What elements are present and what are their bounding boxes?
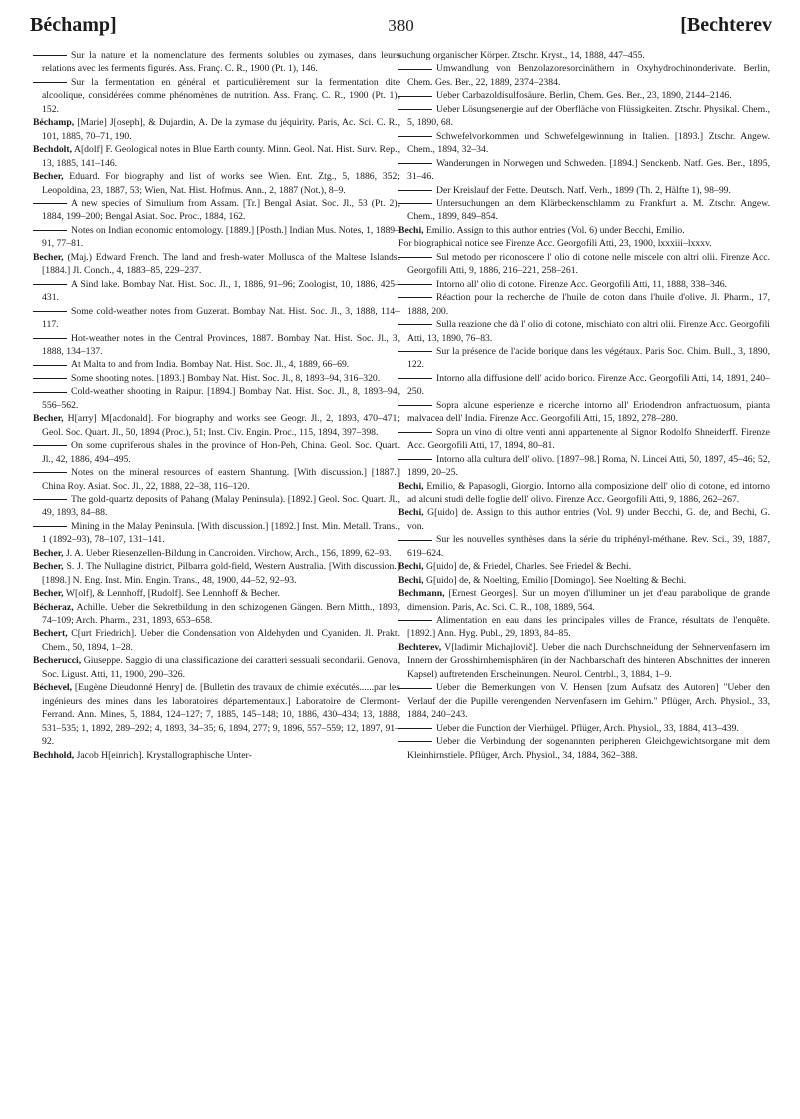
entry-text: Emilio, & Papasogli, Giorgio. Intorno alla composizione dell' olio di cotone, ed intorno ad alcuni studi delle foglie dell' olivo. Firenze Acc. Georgofili Atti, 9, 1886, 262–267. <box>407 480 770 505</box>
bibliography-note <box>398 49 770 62</box>
entry-text: Alimentation en eau dans les principales villes de France, résultats de l'enquête. [1892.] Ann. Hyg. Publ., 29, 1893, 84–85. <box>407 615 770 640</box>
entry-text: Ueber die Function der Vierhügel. Pflüger, Arch. Physiol., 33, 1884, 413–439. <box>436 722 739 734</box>
entry-text: Ueber die Bemerkungen von V. Hensen [zum Aufsatz des Autoren] "Ueber den Verlauf der die Pupille verengenden Nervenfasern im Gehirn." Pflüger, Arch. Physiol., 33, 1884, 240–243. <box>407 682 770 721</box>
entry-text: Some cold-weather notes from Guzerat. Bombay Nat. Hist. Soc. Jl., 3, 1888, 114–117. <box>42 305 400 331</box>
author-headword: Bechi, <box>398 507 424 519</box>
ditto-dash <box>33 55 67 56</box>
ditto-dash <box>33 203 67 204</box>
entry-text: For biographical notice see Firenze Acc. Georgofili Atti, 23, 1900, lxxxiii–lxxxv. <box>398 238 712 250</box>
bibliography-entry <box>398 506 770 533</box>
bibliography-note <box>398 237 770 250</box>
entry-text: A Sind lake. Bombay Nat. Hist. Soc. Jl., 1, 1886, 91–96; Zoologist, 10, 1886, 425–431. <box>42 278 400 304</box>
ditto-dash <box>398 324 432 325</box>
entry-text: H[arry] M[acdonald]. For biography and works see Geogr. Jl., 2, 1893, 470–471; Geol. Soc. Quart. Jl., 50, 1894 (Proc.), 51; Inst. Civ. Engin. Proc., 115, 1894, 397–398. <box>42 413 400 438</box>
bibliography-subentry <box>398 130 770 157</box>
bibliography-entry <box>33 749 400 762</box>
bibliography-subentry <box>33 197 400 224</box>
bibliography-entry <box>398 224 770 237</box>
bibliography-subentry <box>33 305 400 332</box>
ditto-dash <box>398 432 432 433</box>
author-headword: Becher, <box>33 413 64 425</box>
ditto-dash <box>398 540 432 541</box>
ditto-dash <box>398 297 432 298</box>
entry-text: Notes on the mineral resources of eastern Shantung. [With discussion.] [1887.] China Roy. Asiat. Soc. Jl., 22, 1888, 22–38, 116–120. <box>42 467 400 492</box>
bibliography-subentry <box>33 49 400 76</box>
bibliography-entry <box>33 143 400 170</box>
author-headword: Bechi, <box>398 561 424 573</box>
ditto-dash <box>398 203 432 204</box>
bibliography-entry <box>33 681 400 748</box>
ditto-dash <box>398 405 432 406</box>
entry-text: Cold-weather shooting in Raipur. [1894.] Bombay Nat. Hist. Soc. Jl., 8, 1893–94, 556–562. <box>42 386 400 411</box>
ditto-dash <box>398 688 432 689</box>
author-headword: Bechdolt, <box>33 144 73 156</box>
entry-text: Sur la fermentation en général et particulièrement sur la fermentation dite alcoolique, considérées comme phénomènes de nutrition. Ass. Franç. C. R., 1900 (Pt. 1), 152. <box>42 76 400 115</box>
author-headword: Bechert, <box>33 628 68 640</box>
entry-text: Mining in the Malay Peninsula. [With discussion.] [1892.] Inst. Min. Metall. Trans., 1 (1892–93), 78–107, 131–141. <box>42 520 400 546</box>
entry-text: Ueber Carbazoldisulfosäure. Berlin, Chem. Ges. Ber., 23, 1890, 2144–2146. <box>436 90 732 102</box>
ditto-dash <box>33 445 67 446</box>
bibliography-subentry <box>398 184 770 197</box>
bibliography-entry <box>33 560 400 587</box>
ditto-dash <box>33 526 67 527</box>
entry-text: Some shooting notes. [1893.] Bombay Nat. Hist. Soc. Jl., 8, 1893–94, 316–320. <box>71 372 381 384</box>
bibliography-subentry <box>33 358 400 371</box>
ditto-dash <box>33 311 67 312</box>
entry-text: Achille. Ueber die Sekretbildung in den schizogenen Gängen. Bern Mitth., 1893, 74–109; Arch. Pharm., 231, 1893, 653–658. <box>42 601 400 627</box>
bibliography-subentry <box>33 224 400 251</box>
entry-text: Ueber die Verbindung der sogenannten peripheren Gleichgewichtsorgane mit dem Kleinhirnstiele. Pflüger, Arch. Physiol., 34, 1884, 362–388. <box>407 736 770 761</box>
bibliography-subentry <box>398 722 770 735</box>
ditto-dash <box>398 257 432 258</box>
bibliography-subentry <box>398 735 770 762</box>
ditto-dash <box>33 499 67 500</box>
bibliography-subentry <box>398 681 770 721</box>
author-headword: Bechhold, <box>33 749 75 761</box>
running-head-left: Béchamp] <box>30 14 117 36</box>
entry-text: On some cupriferous shales in the province of Hon-Peh, China. Geol. Soc. Quart. Jl., 42, 1886, 494–495. <box>42 440 400 465</box>
author-headword: Becher, <box>33 588 64 600</box>
right-column <box>398 49 770 762</box>
bibliography-subentry <box>398 614 770 641</box>
author-headword: Béchevel, <box>33 682 73 694</box>
ditto-dash <box>33 392 67 393</box>
bibliography-entry <box>33 654 400 681</box>
entry-text: Réaction pour la recherche de l'huile de coton dans l'huile d'olive. Jl. Pharm., 17, 1888, 200. <box>407 292 770 317</box>
bibliography-subentry <box>33 385 400 412</box>
entry-text: C[urt Friedrich]. Ueber die Condensation von Aldehyden und Cyaniden. Jl. Prakt. Chem., 50, 1894, 1–28. <box>42 628 400 653</box>
bibliography-entry <box>398 587 770 614</box>
entry-text: G[uido] de, & Noelting, Emilio [Domingo]. See Noelting & Bechi. <box>423 574 687 586</box>
bibliography-subentry <box>33 466 400 493</box>
ditto-dash <box>33 365 67 366</box>
entry-text: [Ernest Georges]. Sur un moyen d'illuminer un jet d'eau parabolique de grande dimension. Paris, Ac. Sci. C. R., 108, 1889, 564. <box>407 588 770 613</box>
bibliography-entry <box>33 116 400 143</box>
ditto-dash <box>398 190 432 191</box>
author-headword: Becher, <box>33 561 64 573</box>
ditto-dash <box>398 136 432 137</box>
bibliography-subentry <box>33 520 400 547</box>
author-headword: Bechi, <box>398 480 424 492</box>
entry-text: V[ladimir Michajlovič]. Ueber die nach Durchschneidung der Sehnervenfasern im Innern der Grosshirnhemisphären (in der Nachbarschaft des hinteren Abschnittes der inneren Kapsel) auftretenden Erscheinungen. Neurol. Centrbl., 3, 1884, 1–9. <box>407 641 770 680</box>
bibliography-subentry <box>398 291 770 318</box>
entry-text: Intorno all' olio di cotone. Firenze Acc. Georgofili Atti, 11, 1888, 338–346. <box>436 278 727 290</box>
ditto-dash <box>398 620 432 621</box>
entry-text: Ueber Lösungsenergie auf der Oberfläche von Flüssigkeiten. Ztschr. Physikal. Chem., 5, 1890, 68. <box>407 103 770 129</box>
entry-text: Sur les nouvelles synthèses dans la série du triphényl-méthane. Rev. Sci., 39, 1887, 619–624. <box>407 534 770 559</box>
bibliography-subentry <box>398 426 770 453</box>
author-headword: Bechi, <box>398 574 424 586</box>
ditto-dash <box>33 472 67 473</box>
author-headword: Béchamp, <box>33 117 75 129</box>
bibliography-subentry <box>398 453 770 480</box>
bibliography-subentry <box>398 318 770 345</box>
entry-text: G[uido] de. Assign to this author entries (Vol. 9) under Becchi, G. de, and Bechi, G. von. <box>407 507 770 532</box>
ditto-dash <box>33 338 67 339</box>
entry-text: Schwefelvorkommen und Schwefelgewinnung in Italien. [1893.] Ztschr. Angew. Chem., 1894, 32–34. <box>407 130 770 156</box>
bibliography-subentry <box>33 493 400 520</box>
bibliography-subentry <box>398 399 770 426</box>
ditto-dash <box>398 163 432 164</box>
bibliography-subentry <box>398 372 770 399</box>
ditto-dash <box>398 69 432 70</box>
entry-text: Giuseppe. Saggio di una classificazione dei caratteri sessuali secondarii. Genova, Soc. Ligust. Atti, 11, 1900, 290–326. <box>42 655 400 680</box>
entry-text: At Malta to and from India. Bombay Nat. Hist. Soc. Jl., 4, 1889, 66–69. <box>71 359 350 371</box>
bibliography-subentry <box>398 89 770 102</box>
ditto-dash <box>398 96 432 97</box>
entry-text: Sur la nature et la nomenclature des ferments solubles ou zymases, dans leurs relations avec les ferments figurés. Ass. Franç. C. R., 1900 (Pt. 1), 146. <box>42 50 400 75</box>
entry-text: Umwandlung von Benzolazoresorcinäthern in Oxyhydrochinonderivate. Berlin, Chem. Ges. Ber., 22, 1889, 2374–2384. <box>407 63 770 88</box>
entry-text: [Eugène Dieudonné Henry] de. [Bulletin des travaux de chimie exécutés......par les ingénieurs des mines dans les laboratoires départementaux.] Laboratoire de Clermont-Ferrand. Ann. Mines, 5, 1884, 124–127; 7, 1885, 145–148; 10, 1886, 430–434; 13, 1888, 531–535; 1, 1892, 289–292; 4, 1893, 34–35; 6, 1894, 277; 9, 1896, 557–559; 12, 1897, 91–92. <box>42 682 400 748</box>
entry-text: Sur la présence de l'acide borique dans les végétaux. Paris Soc. Chim. Bull., 3, 1890, 122. <box>407 345 770 371</box>
bibliography-subentry <box>398 251 770 278</box>
entry-text: (Maj.) Edward French. The land and fresh-water Mollusca of the Maltese Islands. [1884.] Jl. Conch., 4, 1883–85, 229–237. <box>42 251 400 277</box>
ditto-dash <box>33 82 67 83</box>
left-column <box>33 49 400 762</box>
ditto-dash <box>33 378 67 379</box>
author-headword: Becher, <box>33 251 64 263</box>
ditto-dash <box>398 284 432 285</box>
entry-text: suchung organischer Körper. Ztschr. Kryst., 14, 1888, 447–455. <box>398 50 645 61</box>
entry-text: Wanderungen in Norwegen und Schweden. [1894.] Senckenb. Natf. Ges. Ber., 1895, 31–46. <box>407 157 770 183</box>
running-head-right: [Bechterev <box>680 14 772 36</box>
bibliography-entry <box>33 627 400 654</box>
entry-text: Sul metodo per riconoscere l' olio di cotone nelle miscele con altri olii. Firenze Acc. Georgofili Atti, 9, 1886, 216–221, 258–261. <box>407 251 770 277</box>
bibliography-subentry <box>398 62 770 89</box>
bibliography-subentry <box>33 439 400 466</box>
bibliography-entry <box>398 574 770 587</box>
entry-text: Emilio. Assign to this author entries (Vol. 6) under Becchi, Emilio. <box>423 224 685 236</box>
bibliography-subentry <box>398 157 770 184</box>
bibliography-subentry <box>398 197 770 224</box>
ditto-dash <box>398 741 432 742</box>
entry-text: Sopra alcune esperienze e ricerche intorno all' Eriodendron anfractuosum, pianta malvacea dell' India. Firenze Acc. Georgofili Atti, 15, 1892, 278–280. <box>407 399 770 425</box>
ditto-dash <box>33 284 67 285</box>
entry-text: Notes on Indian economic entomology. [1889.] [Posth.] Indian Mus. Notes, 1, 1889–91, 77–81. <box>42 224 400 250</box>
ditto-dash <box>398 109 432 110</box>
author-headword: Becher, <box>33 171 64 183</box>
ditto-dash <box>398 459 432 460</box>
bibliography-entry <box>398 480 770 507</box>
author-headword: Bechterev, <box>398 641 442 653</box>
entry-text: S. J. The Nullagine district, Pilbarra gold-field, Western Australia. [With discussion.] [1898.] N. Eng. Inst. Min. Engin. Trans., 48, 1900, 44–52, 92–93. <box>42 561 400 586</box>
entry-text: J. A. Ueber Riesenzellen-Bildung in Cancroiden. Virchow, Arch., 156, 1899, 62–93. <box>63 547 392 559</box>
entry-text: [Marie] J[oseph], & Dujardin, A. De la zymase du jéquirity. Paris, Ac. Sci. C. R., 101, 1885, 70–71, 190. <box>42 117 400 142</box>
entry-text: Der Kreislauf der Fette. Deutsch. Natf. Verh., 1899 (Th. 2, Hälfte 1), 98–99. <box>436 184 731 196</box>
bibliography-entry <box>33 170 400 197</box>
author-headword: Bechmann, <box>398 588 445 600</box>
entry-text: Sopra un vino di oltre venti anni appartenente al Signor Rodolfo Shneiderff. Firenze Acc. Georgofili Atti, 17, 1894, 80–81. <box>407 426 770 452</box>
bibliography-entry <box>33 412 400 439</box>
author-headword: Bechi, <box>398 224 424 236</box>
ditto-dash <box>398 351 432 352</box>
bibliography-entry <box>33 547 400 560</box>
entry-text: Untersuchungen an dem Klärbeckenschlamm zu Frankfurt a. M. Ztschr. Angew. Chem., 1899, 849–854. <box>407 197 770 223</box>
bibliography-entry <box>33 587 400 600</box>
entry-text: Intorno alla cultura dell' olivo. [1897–98.] Roma, N. Lincei Atti, 50, 1897, 45–46; 52, 1899, 20–25. <box>407 453 770 479</box>
entry-text: Sulla reazione che dà l' olio di cotone, mischiato con altri olii. Firenze Acc. Georgofili Atti, 13, 1890, 76–83. <box>407 319 770 344</box>
bibliography-subentry <box>398 103 770 130</box>
entry-text: Eduard. For biography and list of works see Wien. Ent. Ztg., 5, 1886, 352; Leopoldina, 23, 1887, 53; Wien, Nat. Hist. Hofmus. Ann., 2, 1887 (Not.), 8–9. <box>42 171 400 196</box>
ditto-dash <box>398 378 432 379</box>
bibliography-subentry <box>33 332 400 359</box>
author-headword: Becherucci, <box>33 655 82 667</box>
entry-text: G[uido] de, & Friedel, Charles. See Friedel & Bechi. <box>423 561 631 573</box>
bibliography-subentry <box>398 345 770 372</box>
entry-text: A[dolf] F. Geological notes in Blue Earth county. Minn. Geol. Nat. Hist. Surv. Rep., 13, 1885, 141–146. <box>42 144 400 169</box>
author-headword: Bécheraz, <box>33 601 74 613</box>
entry-text: W[olf], & Lennhoff, [Rudolf]. See Lennhoff & Becher. <box>63 588 280 600</box>
bibliography-subentry <box>33 372 400 385</box>
bibliography-subentry <box>398 533 770 560</box>
bibliography-subentry <box>33 278 400 305</box>
entry-text: The gold-quartz deposits of Pahang (Malay Peninsula). [1892.] Geol. Soc. Quart. Jl., 49, 1893, 84–88. <box>42 493 400 519</box>
author-headword: Becher, <box>33 547 64 559</box>
bibliography-entry <box>33 601 400 628</box>
bibliography-subentry <box>33 76 400 116</box>
entry-text: Hot-weather notes in the Central Provinces, 1887. Bombay Nat. Hist. Soc. Jl., 3, 1888, 134–137. <box>42 332 400 357</box>
bibliography-entry <box>33 251 400 278</box>
entry-text: A new species of Simulium from Assam. [Tr.] Bengal Asiat. Soc. Jl., 53 (Pt. 2), 1884, 199–200; Bengal Asiat. Soc. Proc., 1884, 162. <box>42 197 400 223</box>
bibliography-subentry <box>398 278 770 291</box>
bibliography-entry <box>398 560 770 573</box>
bibliography-entry <box>398 641 770 681</box>
ditto-dash <box>33 230 67 231</box>
ditto-dash <box>398 728 432 729</box>
entry-text: Intorno alla diffusione dell' acido borico. Firenze Acc. Georgofili Atti, 14, 1891, 240–250. <box>407 372 770 398</box>
entry-text: Jacob H[einrich]. Krystallographische Unter- <box>74 749 252 761</box>
page-header <box>30 14 772 44</box>
page-number: 380 <box>388 16 414 35</box>
